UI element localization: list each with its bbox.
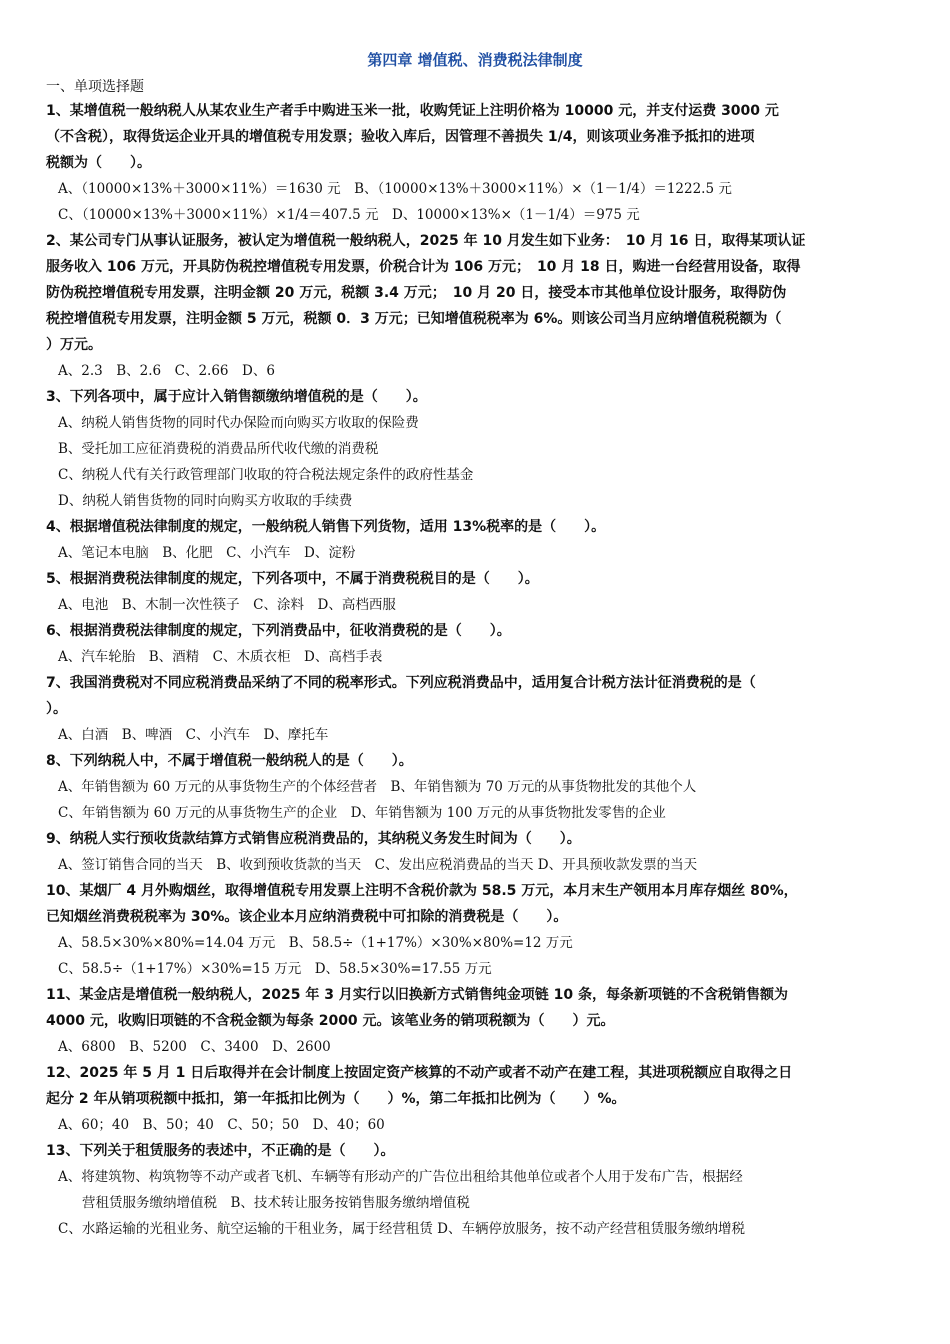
section-heading: 一、单项选择题	[46, 79, 144, 95]
question-line: 10、某烟厂 4 月外购烟丝，取得增值税专用发票上注明不含税价款为 58.5 万元，本月末生产领用本月库存烟丝 80%，	[46, 883, 798, 899]
question-line: ）万元。	[46, 337, 102, 353]
question-line: 12、2025 年 5 月 1 日后取得并在会计制度上按固定资产核算的不动产或者不动产在建工程，其进项税额应自取得之日	[46, 1065, 793, 1081]
question-line: 服务收入 106 万元，开具防伪税控增值税专用发票，价税合计为 106 万元； 10 月 18 日，购进一台经营用设备，取得	[46, 259, 801, 275]
option-line: A、（10000×13%＋3000×11%）＝1630 元 B、（10000×13%＋3000×11%）×（1－1/4）＝1222.5 元	[58, 181, 732, 197]
question-7	[46, 670, 908, 748]
question-10	[46, 878, 908, 982]
option-line: C、纳税人代有关行政管理部门收取的符合税法规定条件的政府性基金	[58, 467, 474, 483]
option-line: 营租赁服务缴纳增值税 B、技术转让服务按销售服务缴纳增值税	[82, 1195, 470, 1211]
question-5	[46, 566, 908, 618]
question-line: 7、我国消费税对不同应税消费品采纳了不同的税率形式。下列应税消费品中，适用复合计税方法计征消费税的是（	[46, 675, 756, 691]
option-line: C、水路运输的光租业务、航空运输的干租业务，属于经营租赁 D、车辆停放服务，按不动产经营租赁服务缴纳增税	[58, 1221, 745, 1237]
question-line: 6、根据消费税法律制度的规定，下列消费品中，征收消费税的是（ ）。	[46, 623, 511, 639]
question-6	[46, 618, 908, 670]
chapter-title: 第四章 增值税、消费税法律制度	[367, 51, 583, 69]
option-line: A、6800 B、5200 C、3400 D、2600	[58, 1039, 331, 1055]
question-line: 11、某金店是增值税一般纳税人，2025 年 3 月实行以旧换新方式销售纯金项链 10 条，每条新项链的不含税销售额为	[46, 987, 789, 1003]
question-line: （不含税），取得货运企业开具的增值税专用发票；验收入库后，因管理不善损失 1/4，则该项业务准予抵扣的进项	[46, 129, 755, 145]
option-line: A、笔记本电脑 B、化肥 C、小汽车 D、淀粉	[58, 545, 356, 561]
question-line: 8、下列纳税人中，不属于增值税一般纳税人的是（ ）。	[46, 753, 413, 769]
option-line: D、纳税人销售货物的同时向购买方收取的手续费	[58, 493, 353, 509]
question-line: 13、下列关于租赁服务的表述中，不正确的是（ ）。	[46, 1143, 395, 1159]
option-line: A、白酒 B、啤酒 C、小汽车 D、摩托车	[58, 727, 329, 743]
question-1	[46, 98, 908, 228]
question-line: 1、某增值税一般纳税人从某农业生产者手中购进玉米一批，收购凭证上注明价格为 10000 元，并支付运费 3000 元	[46, 103, 779, 119]
question-line: 9、纳税人实行预收货款结算方式销售应税消费品的，其纳税义务发生时间为（ ）。	[46, 831, 581, 847]
question-line: 税额为（ ）。	[46, 155, 151, 171]
option-line: C、年销售额为 60 万元的从事货物生产的企业 D、年销售额为 100 万元的从事货物批发零售的企业	[58, 805, 666, 821]
option-line: C、（10000×13%＋3000×11%）×1/4＝407.5 元 D、10000×13%×（1－1/4）＝975 元	[58, 207, 640, 223]
question-3	[46, 384, 908, 514]
option-line: A、签订销售合同的当天 B、收到预收货款的当天 C、发出应税消费品的当天 D、开具预收款发票的当天	[58, 857, 698, 873]
option-line: A、年销售额为 60 万元的从事货物生产的个体经营者 B、年销售额为 70 万元的从事货物批发的其他个人	[58, 779, 697, 795]
option-line: B、受托加工应征消费税的消费品所代收代缴的消费税	[58, 441, 379, 457]
question-line: ）。	[46, 701, 67, 717]
question-4	[46, 514, 908, 566]
option-line: A、电池 B、木制一次性筷子 C、涂料 D、高档西服	[58, 597, 396, 613]
question-line: 起分 2 年从销项税额中抵扣，第一年抵扣比例为（ ）%，第二年抵扣比例为（ ）%。	[46, 1091, 626, 1107]
question-line: 3、下列各项中，属于应计入销售额缴纳增值税的是（ ）。	[46, 389, 427, 405]
option-line: A、2.3 B、2.6 C、2.66 D、6	[58, 363, 275, 379]
question-13	[46, 1138, 908, 1242]
question-9	[46, 826, 908, 878]
option-line: A、58.5×30%×80%=14.04 万元 B、58.5÷（1+17%）×30%×80%=12 万元	[58, 935, 573, 951]
question-line: 5、根据消费税法律制度的规定，下列各项中，不属于消费税税目的是（ ）。	[46, 571, 539, 587]
option-line: A、汽车轮胎 B、酒精 C、木质衣柜 D、高档手表	[58, 649, 383, 665]
option-line: A、纳税人销售货物的同时代办保险而向购买方收取的保险费	[58, 415, 419, 431]
question-list	[46, 76, 908, 1242]
question-line: 防伪税控增值税专用发票，注明金额 20 万元，税额 3.4 万元； 10 月 20 日，接受本市其他单位设计服务，取得防伪	[46, 285, 787, 301]
option-line: A、将建筑物、构筑物等不动产或者飞机、车辆等有形动产的广告位出租给其他单位或者个人用于发布广告，根据经	[58, 1169, 743, 1185]
question-12	[46, 1060, 908, 1138]
question-11	[46, 982, 908, 1060]
question-line: 4000 元，收购旧项链的不含税金额为每条 2000 元。该笔业务的销项税额为（ ）元。	[46, 1013, 615, 1029]
option-line: A、60；40 B、50；40 C、50；50 D、40；60	[58, 1117, 385, 1133]
option-line: C、58.5÷（1+17%）×30%=15 万元 D、58.5×30%=17.55 万元	[58, 961, 492, 977]
question-2	[46, 228, 908, 384]
question-line: 税控增值税专用发票，注明金额 5 万元，税额 0．3 万元；已知增值税税率为 6%。则该公司当月应纳增值税税额为（	[46, 311, 782, 327]
question-line: 已知烟丝消费税税率为 30%。该企业本月应纳消费税中可扣除的消费税是（ ）。	[46, 909, 568, 925]
question-line: 4、根据增值税法律制度的规定，一般纳税人销售下列货物，适用 13%税率的是（ ）。	[46, 519, 606, 535]
question-line: 2、某公司专门从事认证服务，被认定为增值税一般纳税人，2025 年 10 月发生如下业务： 10 月 16 日，取得某项认证	[46, 233, 806, 249]
question-8	[46, 748, 908, 826]
